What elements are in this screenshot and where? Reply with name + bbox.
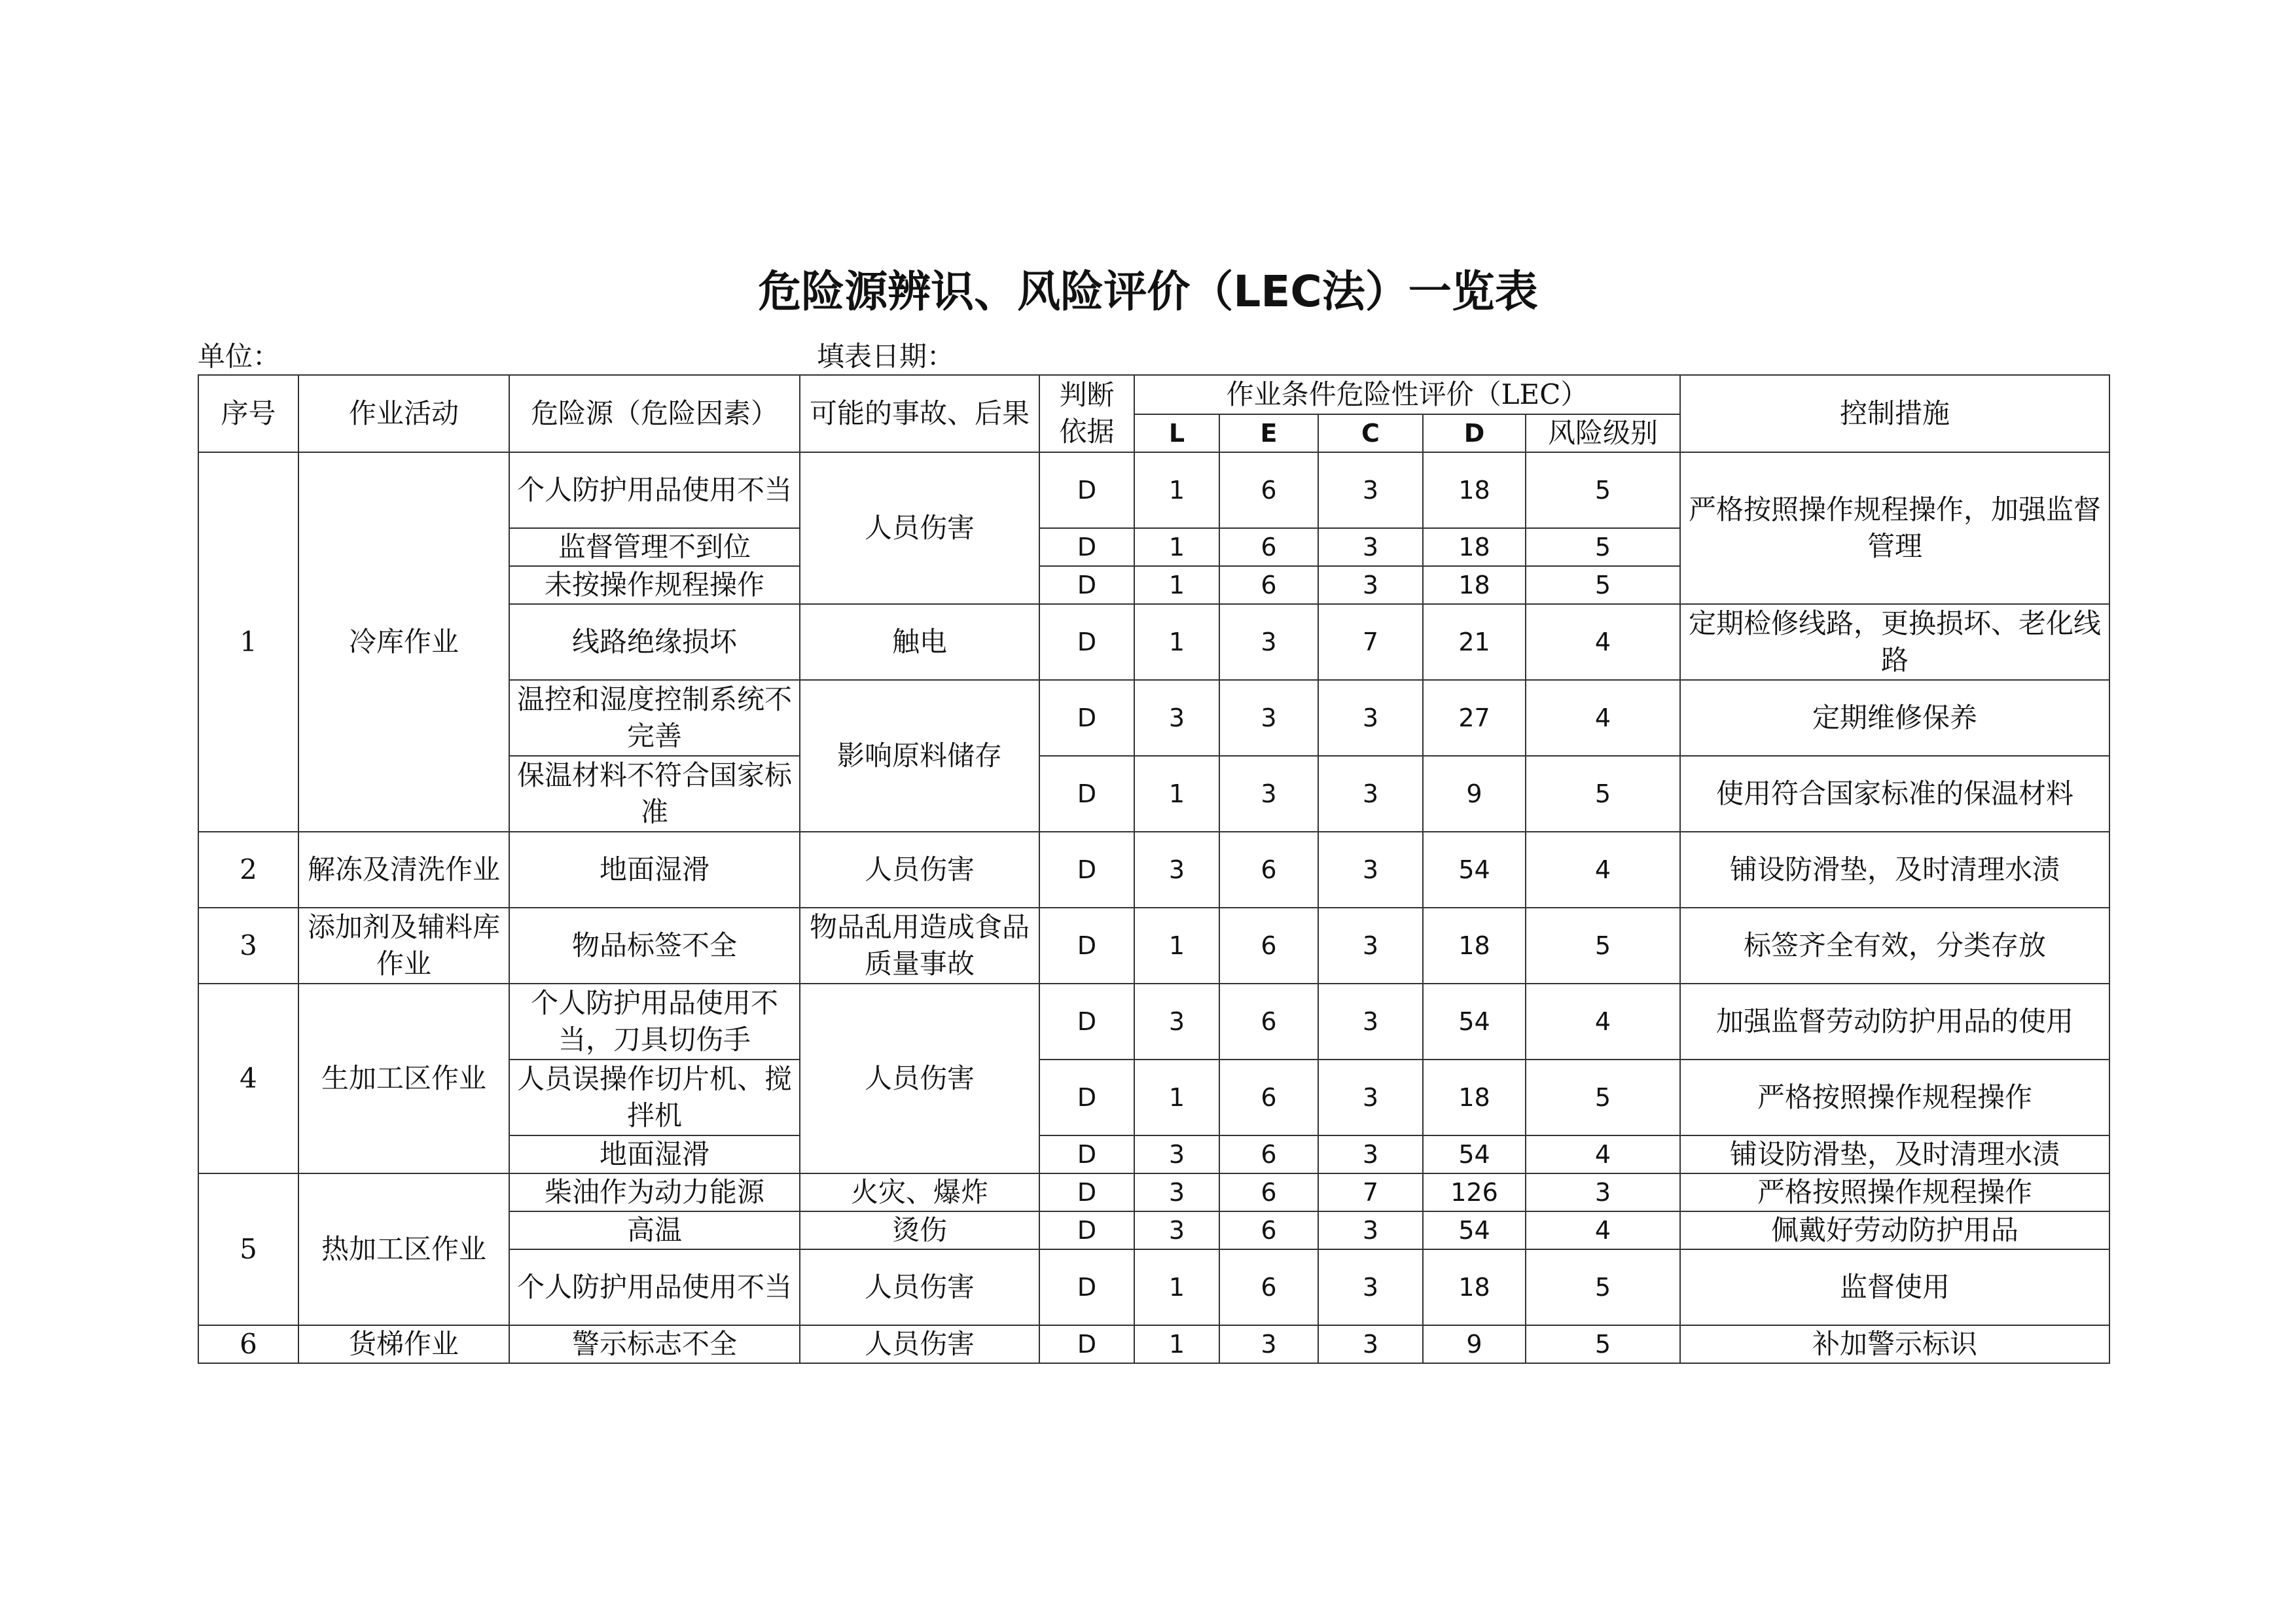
cell-hazard: 温控和湿度控制系统不完善 bbox=[509, 680, 800, 756]
cell-control: 严格按照操作规程操作，加强监督管理 bbox=[1680, 452, 2109, 604]
cell-e: 3 bbox=[1219, 1325, 1318, 1363]
cell-level: 5 bbox=[1526, 566, 1680, 604]
cell-hazard: 物品标签不全 bbox=[509, 908, 800, 984]
cell-l: 3 bbox=[1134, 1173, 1219, 1211]
cell-control: 补加警示标识 bbox=[1680, 1325, 2109, 1363]
date-label: 填表日期： bbox=[817, 340, 955, 372]
cell-e: 6 bbox=[1219, 1249, 1318, 1325]
header-d: D bbox=[1423, 414, 1526, 452]
cell-level: 4 bbox=[1526, 1211, 1680, 1249]
cell-basis: D bbox=[1039, 1173, 1134, 1211]
cell-e: 6 bbox=[1219, 1135, 1318, 1173]
cell-seq: 2 bbox=[198, 832, 298, 908]
unit-label: 单位： bbox=[198, 340, 281, 372]
cell-d: 18 bbox=[1423, 1249, 1526, 1325]
cell-c: 3 bbox=[1318, 566, 1423, 604]
cell-hazard: 监督管理不到位 bbox=[509, 528, 800, 566]
cell-seq: 1 bbox=[198, 452, 298, 832]
cell-d: 126 bbox=[1423, 1173, 1526, 1211]
cell-seq: 6 bbox=[198, 1325, 298, 1363]
page-title: 危险源辨识、风险评价（LEC法）一览表 bbox=[758, 266, 1538, 317]
cell-hazard: 保温材料不符合国家标准 bbox=[509, 756, 800, 832]
cell-c: 3 bbox=[1318, 756, 1423, 832]
cell-hazard: 高温 bbox=[509, 1211, 800, 1249]
cell-level: 4 bbox=[1526, 680, 1680, 756]
cell-e: 6 bbox=[1219, 908, 1318, 984]
cell-l: 1 bbox=[1134, 604, 1219, 680]
cell-control: 使用符合国家标准的保温材料 bbox=[1680, 756, 2109, 832]
cell-activity: 添加剂及辅料库作业 bbox=[298, 908, 509, 984]
header-consequence: 可能的事故、后果 bbox=[800, 375, 1039, 452]
cell-basis: D bbox=[1039, 908, 1134, 984]
cell-e: 3 bbox=[1219, 756, 1318, 832]
cell-l: 3 bbox=[1134, 984, 1219, 1060]
cell-e: 6 bbox=[1219, 452, 1318, 528]
cell-level: 4 bbox=[1526, 604, 1680, 680]
cell-activity: 货梯作业 bbox=[298, 1325, 509, 1363]
cell-level: 3 bbox=[1526, 1173, 1680, 1211]
cell-basis: D bbox=[1039, 528, 1134, 566]
cell-l: 1 bbox=[1134, 1325, 1219, 1363]
cell-l: 1 bbox=[1134, 1060, 1219, 1135]
header-control: 控制措施 bbox=[1680, 375, 2109, 452]
cell-level: 5 bbox=[1526, 1325, 1680, 1363]
cell-consequence: 物品乱用造成食品质量事故 bbox=[800, 908, 1039, 984]
cell-level: 5 bbox=[1526, 528, 1680, 566]
cell-consequence: 烫伤 bbox=[800, 1211, 1039, 1249]
cell-d: 18 bbox=[1423, 908, 1526, 984]
cell-l: 1 bbox=[1134, 452, 1219, 528]
cell-c: 3 bbox=[1318, 680, 1423, 756]
cell-basis: D bbox=[1039, 1211, 1134, 1249]
cell-c: 3 bbox=[1318, 452, 1423, 528]
cell-l: 1 bbox=[1134, 908, 1219, 984]
cell-basis: D bbox=[1039, 1135, 1134, 1173]
header-activity: 作业活动 bbox=[298, 375, 509, 452]
cell-level: 4 bbox=[1526, 832, 1680, 908]
cell-e: 6 bbox=[1219, 528, 1318, 566]
cell-d: 54 bbox=[1423, 832, 1526, 908]
cell-seq: 4 bbox=[198, 984, 298, 1173]
cell-consequence: 影响原料储存 bbox=[800, 680, 1039, 832]
cell-basis: D bbox=[1039, 832, 1134, 908]
cell-control: 定期维修保养 bbox=[1680, 680, 2109, 756]
cell-e: 3 bbox=[1219, 680, 1318, 756]
cell-l: 1 bbox=[1134, 1249, 1219, 1325]
cell-d: 18 bbox=[1423, 566, 1526, 604]
cell-c: 3 bbox=[1318, 1249, 1423, 1325]
cell-seq: 3 bbox=[198, 908, 298, 984]
risk-assessment-table bbox=[198, 374, 2110, 1364]
cell-l: 3 bbox=[1134, 832, 1219, 908]
cell-c: 3 bbox=[1318, 984, 1423, 1060]
cell-basis: D bbox=[1039, 756, 1134, 832]
cell-level: 5 bbox=[1526, 452, 1680, 528]
cell-control: 标签齐全有效，分类存放 bbox=[1680, 908, 2109, 984]
cell-c: 3 bbox=[1318, 908, 1423, 984]
cell-d: 18 bbox=[1423, 528, 1526, 566]
cell-basis: D bbox=[1039, 984, 1134, 1060]
cell-control: 定期检修线路，更换损坏、老化线路 bbox=[1680, 604, 2109, 680]
cell-l: 1 bbox=[1134, 528, 1219, 566]
cell-c: 3 bbox=[1318, 1135, 1423, 1173]
cell-basis: D bbox=[1039, 604, 1134, 680]
cell-level: 4 bbox=[1526, 984, 1680, 1060]
cell-e: 6 bbox=[1219, 832, 1318, 908]
header-seq: 序号 bbox=[198, 375, 298, 452]
header-basis: 判断依据 bbox=[1039, 375, 1134, 452]
cell-d: 9 bbox=[1423, 756, 1526, 832]
cell-control: 监督使用 bbox=[1680, 1249, 2109, 1325]
cell-activity: 冷库作业 bbox=[298, 452, 509, 832]
cell-consequence: 触电 bbox=[800, 604, 1039, 680]
cell-e: 6 bbox=[1219, 1060, 1318, 1135]
cell-hazard: 地面湿滑 bbox=[509, 832, 800, 908]
cell-c: 3 bbox=[1318, 528, 1423, 566]
cell-control: 铺设防滑垫，及时清理水渍 bbox=[1680, 1135, 2109, 1173]
cell-e: 6 bbox=[1219, 1211, 1318, 1249]
cell-c: 7 bbox=[1318, 604, 1423, 680]
cell-d: 18 bbox=[1423, 1060, 1526, 1135]
cell-c: 3 bbox=[1318, 1060, 1423, 1135]
cell-basis: D bbox=[1039, 452, 1134, 528]
cell-c: 7 bbox=[1318, 1173, 1423, 1211]
header-level: 风险级别 bbox=[1526, 414, 1680, 452]
cell-c: 3 bbox=[1318, 832, 1423, 908]
cell-d: 21 bbox=[1423, 604, 1526, 680]
cell-basis: D bbox=[1039, 1325, 1134, 1363]
header-hazard: 危险源（危险因素） bbox=[509, 375, 800, 452]
cell-d: 27 bbox=[1423, 680, 1526, 756]
cell-consequence: 人员伤害 bbox=[800, 1325, 1039, 1363]
cell-hazard: 警示标志不全 bbox=[509, 1325, 800, 1363]
cell-control: 铺设防滑垫，及时清理水渍 bbox=[1680, 832, 2109, 908]
cell-level: 5 bbox=[1526, 908, 1680, 984]
cell-d: 9 bbox=[1423, 1325, 1526, 1363]
cell-hazard: 个人防护用品使用不当 bbox=[509, 1249, 800, 1325]
cell-l: 3 bbox=[1134, 1135, 1219, 1173]
cell-hazard: 地面湿滑 bbox=[509, 1135, 800, 1173]
header-e: E bbox=[1219, 414, 1318, 452]
cell-level: 5 bbox=[1526, 1060, 1680, 1135]
cell-hazard: 未按操作规程操作 bbox=[509, 566, 800, 604]
cell-consequence: 火灾、爆炸 bbox=[800, 1173, 1039, 1211]
cell-e: 6 bbox=[1219, 1173, 1318, 1211]
cell-activity: 解冻及清洗作业 bbox=[298, 832, 509, 908]
cell-d: 54 bbox=[1423, 1135, 1526, 1173]
cell-control: 严格按照操作规程操作 bbox=[1680, 1060, 2109, 1135]
cell-l: 1 bbox=[1134, 566, 1219, 604]
cell-l: 3 bbox=[1134, 1211, 1219, 1249]
cell-hazard: 人员误操作切片机、搅拌机 bbox=[509, 1060, 800, 1135]
cell-level: 5 bbox=[1526, 756, 1680, 832]
header-c: C bbox=[1318, 414, 1423, 452]
cell-e: 6 bbox=[1219, 984, 1318, 1060]
cell-hazard: 线路绝缘损坏 bbox=[509, 604, 800, 680]
cell-seq: 5 bbox=[198, 1173, 298, 1325]
cell-e: 6 bbox=[1219, 566, 1318, 604]
cell-hazard: 个人防护用品使用不当 bbox=[509, 452, 800, 528]
cell-d: 18 bbox=[1423, 452, 1526, 528]
cell-basis: D bbox=[1039, 566, 1134, 604]
header-l: L bbox=[1134, 414, 1219, 452]
cell-c: 3 bbox=[1318, 1325, 1423, 1363]
cell-consequence: 人员伤害 bbox=[800, 832, 1039, 908]
cell-control: 严格按照操作规程操作 bbox=[1680, 1173, 2109, 1211]
cell-activity: 生加工区作业 bbox=[298, 984, 509, 1173]
cell-hazard: 柴油作为动力能源 bbox=[509, 1173, 800, 1211]
cell-basis: D bbox=[1039, 1249, 1134, 1325]
header-lec-group: 作业条件危险性评价（LEC） bbox=[1134, 375, 1680, 414]
cell-basis: D bbox=[1039, 680, 1134, 756]
cell-control: 佩戴好劳动防护用品 bbox=[1680, 1211, 2109, 1249]
cell-c: 3 bbox=[1318, 1211, 1423, 1249]
cell-e: 3 bbox=[1219, 604, 1318, 680]
cell-d: 54 bbox=[1423, 1211, 1526, 1249]
cell-hazard: 个人防护用品使用不当，刀具切伤手 bbox=[509, 984, 800, 1060]
cell-level: 4 bbox=[1526, 1135, 1680, 1173]
cell-d: 54 bbox=[1423, 984, 1526, 1060]
cell-l: 3 bbox=[1134, 680, 1219, 756]
cell-consequence: 人员伤害 bbox=[800, 452, 1039, 604]
cell-l: 1 bbox=[1134, 756, 1219, 832]
cell-consequence: 人员伤害 bbox=[800, 1249, 1039, 1325]
cell-consequence: 人员伤害 bbox=[800, 984, 1039, 1173]
cell-activity: 热加工区作业 bbox=[298, 1173, 509, 1325]
cell-level: 5 bbox=[1526, 1249, 1680, 1325]
cell-control: 加强监督劳动防护用品的使用 bbox=[1680, 984, 2109, 1060]
cell-basis: D bbox=[1039, 1060, 1134, 1135]
